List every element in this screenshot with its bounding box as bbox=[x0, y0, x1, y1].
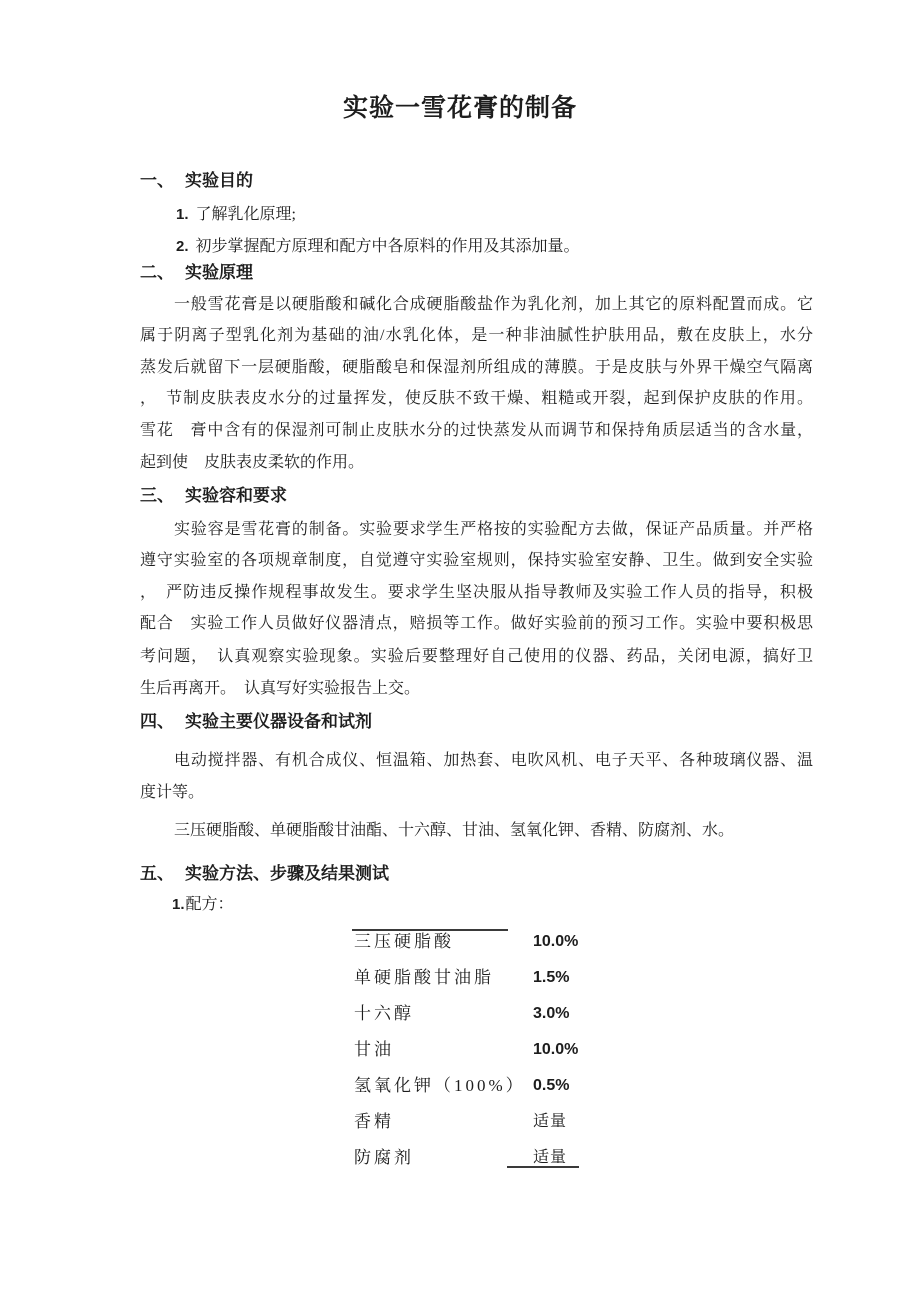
principle-line-3: 蒸发后就留下一层硬脂酸，硬脂酸皂和保湿剂所组成的薄膜。于是皮肤与外界干燥空气隔离 bbox=[140, 359, 813, 376]
objective-item-1-number: 1. bbox=[176, 206, 189, 223]
ingredient-amount: 适量 bbox=[533, 1113, 568, 1130]
objective-item-1 bbox=[176, 200, 296, 230]
section-4-heading bbox=[140, 707, 372, 737]
section-2-number: 二、 bbox=[140, 263, 174, 282]
requirements-line-4: 配合 实验工作人员做好仪器清点，赔损等工作。做好实验前的预习工作。实验中要积极思 bbox=[140, 615, 813, 632]
principle-line-1: 一般雪花膏是以硬脂酸和碱化合成硬脂酸盐作为乳化剂，加上其它的原料配置而成。它 bbox=[174, 296, 813, 313]
reagents-line: 三压硬脂酸、单硬脂酸甘油酯、十六醇、甘油、氢氧化钾、香精、防腐剂、水。 bbox=[174, 822, 735, 839]
section-5-heading bbox=[140, 859, 389, 889]
formula-row-7 bbox=[354, 1140, 684, 1176]
formula-row-3 bbox=[354, 996, 684, 1032]
table-bottom-rule bbox=[507, 1166, 579, 1168]
section-2-title: 实验原理 bbox=[185, 263, 253, 282]
ingredient-amount: 3.0% bbox=[533, 1005, 570, 1022]
formula-label bbox=[172, 890, 234, 920]
section-5-title: 实验方法、步骤及结果测试 bbox=[185, 864, 389, 883]
section-1-title: 实验目的 bbox=[185, 171, 253, 190]
objective-item-1-text: 了解乳化原理; bbox=[195, 206, 296, 223]
equipment-line-1: 电动搅拌器、有机合成仪、恒温箱、加热套、电吹风机、电子天平、各种玻璃仪器、温 bbox=[174, 752, 813, 769]
ingredient-name: 甘油 bbox=[354, 1040, 394, 1059]
section-4-number: 四、 bbox=[140, 712, 174, 731]
ingredient-name: 香精 bbox=[354, 1112, 394, 1131]
ingredient-amount: 0.5% bbox=[533, 1077, 570, 1094]
principle-line-5: 雪花 膏中含有的保湿剂可制止皮肤水分的过快蒸发从而调节和保持角质层适当的含水量， bbox=[140, 422, 813, 439]
formula-row-1 bbox=[354, 924, 684, 960]
ingredient-name: 单硬脂酸甘油脂 bbox=[354, 968, 494, 987]
equipment-line-2: 度计等。 bbox=[140, 784, 205, 801]
formula-label-number: 1. bbox=[172, 896, 185, 913]
objective-item-2-text: 初步掌握配方原理和配方中各原料的作用及其添加量。 bbox=[195, 238, 580, 255]
formula-label-text: 配方： bbox=[185, 896, 234, 913]
principle-line-4: ， 节制皮肤表皮水分的过量挥发，使反肤不致干燥、粗糙或开裂，起到保护皮肤的作用。 bbox=[140, 390, 813, 407]
section-2-heading bbox=[140, 258, 253, 288]
section-1-number: 一、 bbox=[140, 171, 174, 190]
document-title: 实验一雪花膏的制备 bbox=[342, 95, 577, 122]
ingredient-name: 氢氧化钾（100%） bbox=[354, 1076, 526, 1095]
requirements-line-2: 遵守实验室的各项规章制度，自觉遵守实验室规则，保持实验室安静、卫生。做到安全实验 bbox=[140, 552, 813, 569]
ingredient-amount: 1.5% bbox=[533, 969, 570, 986]
formula-row-2 bbox=[354, 960, 684, 996]
ingredient-name: 三压硬脂酸 bbox=[354, 932, 454, 951]
objective-item-2-number: 2. bbox=[176, 238, 189, 255]
ingredient-amount: 10.0% bbox=[533, 1041, 579, 1058]
formula-row-6 bbox=[354, 1104, 684, 1140]
requirements-line-1: 实验容是雪花膏的制备。实验要求学生严格按的实验配方去做，保证产品质量。并严格 bbox=[174, 521, 813, 538]
section-5-number: 五、 bbox=[140, 864, 174, 883]
formula-row-5 bbox=[354, 1068, 684, 1104]
section-3-title: 实验容和要求 bbox=[185, 486, 287, 505]
section-1-heading bbox=[140, 166, 253, 196]
principle-line-2: 属于阴离子型乳化剂为基础的油/水乳化体，是一种非油腻性护肤用品，敷在皮肤上，水分 bbox=[140, 327, 813, 344]
ingredient-amount: 10.0% bbox=[533, 933, 579, 950]
requirements-line-5: 考问题， 认真观察实验现象。实验后要整理好自己使用的仪器、药品，关闭电源，搞好卫 bbox=[140, 648, 813, 665]
ingredient-name: 防腐剂 bbox=[354, 1148, 414, 1167]
ingredient-name: 十六醇 bbox=[354, 1004, 414, 1023]
requirements-line-6: 生后再离开。 认真写好实验报告上交。 bbox=[140, 680, 421, 697]
section-3-number: 三、 bbox=[140, 486, 174, 505]
requirements-line-3: ， 严防违反操作规程事故发生。要求学生坚决服从指导教师及实验工作人员的指导，积极 bbox=[140, 584, 813, 601]
formula-row-4 bbox=[354, 1032, 684, 1068]
ingredient-amount: 适量 bbox=[533, 1149, 568, 1166]
section-4-title: 实验主要仪器设备和试剂 bbox=[185, 712, 372, 731]
principle-line-6: 起到使 皮肤表皮柔软的作用。 bbox=[140, 454, 365, 471]
section-3-heading bbox=[140, 481, 287, 511]
